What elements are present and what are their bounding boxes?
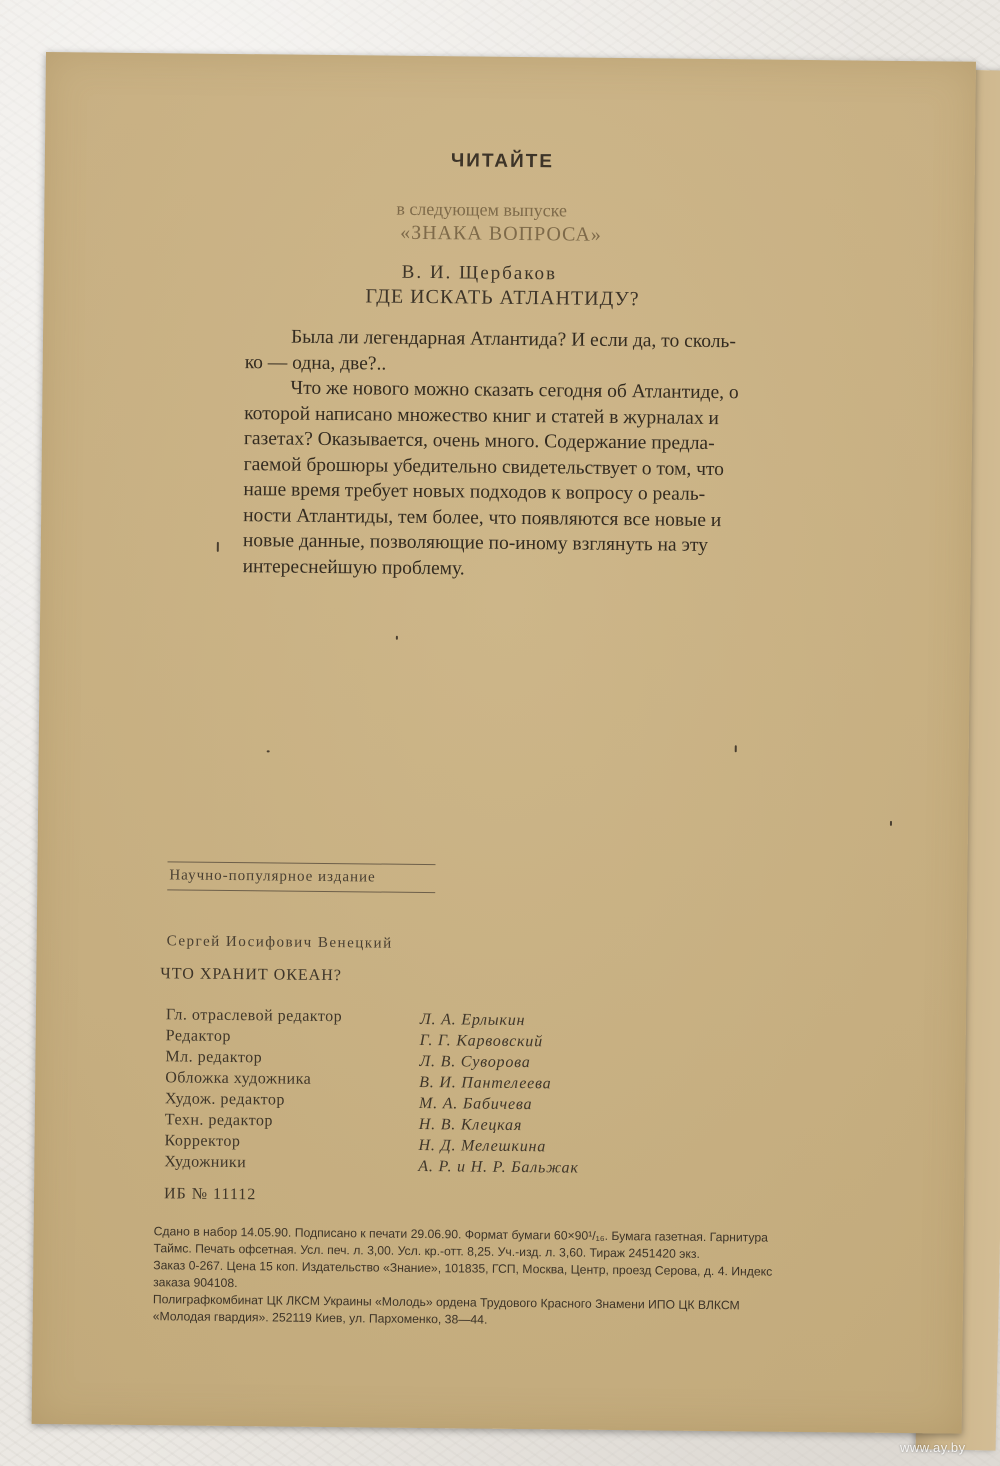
credit-role: Корректор [164, 1132, 241, 1151]
credit-name: Г. Г. Карвовский [419, 1031, 544, 1051]
next-issue-line: в следующем выпуске [396, 198, 568, 221]
credit-name: М. А. Бабичева [418, 1094, 533, 1114]
credit-name: В. И. Пантелеева [419, 1073, 552, 1093]
imprint-title: ЧТО ХРАНИТ ОКЕАН? [160, 965, 343, 985]
annotation-paragraph-2 [242, 375, 888, 586]
credit-role: Мл. редактор [165, 1048, 263, 1067]
imprint-author: Сергей Иосифович Венецкий [166, 933, 393, 952]
text-line: наше время требует новых подходов к вопросу о реаль- [243, 479, 706, 505]
credit-role: Гл. отраслевой редактор [165, 1006, 343, 1026]
print-speck [267, 750, 270, 752]
print-speck [396, 636, 398, 640]
colophon-line: Полиграфкомбинат ЦК ЛКСМ Украины «Молодь» ордена Трудового Красного Знамени ИПО ЦК ВЛКСМ [152, 1292, 740, 1313]
read-heading: ЧИТАЙТЕ [450, 150, 555, 173]
print-speck [217, 542, 219, 552]
colophon-line: «Молодая гвардия». 252119 Киев, ул. Пархоменко, 38—44. [152, 1309, 488, 1327]
next-book-author: В. И. Щербаков [401, 261, 558, 285]
text-line: газетах? Оказывается, очень много. Содержание предла- [243, 428, 715, 455]
colophon-line: Таймс. Печать офсетная. Усл. печ. л. 3,00. Усл. кр.-отт. 8,25. Уч.-изд. л. 3,60. Тираж 2451420 экз. [153, 1241, 700, 1261]
text-line: гаемой брошюры убедительно свидетельствует о том, что [243, 453, 725, 480]
credit-name: Л. А. Ерлыкин [419, 1010, 526, 1030]
credit-name: Л. В. Суворова [419, 1052, 531, 1072]
text-line: ности Атлантиды, тем более, что появляются все новые и [243, 504, 722, 531]
credit-role: Худож. редактор [164, 1090, 286, 1109]
credit-name: А. Р. и Н. Р. Бальжак [418, 1157, 579, 1177]
text-line: интереснейшую проблему. [242, 555, 465, 579]
credit-name: Н. Д. Мелешкина [418, 1136, 547, 1156]
text-line: которой написано множество книг и статей в журналах и [244, 402, 720, 429]
text-line: ко — одна, две?.. [244, 351, 387, 375]
colophon [153, 1223, 934, 1333]
text-line: новые данные, позволяющие по-иному взглянуть на эту [242, 530, 709, 556]
text-line: Была ли легендарная Атлантида? И если да, то сколь- [290, 326, 736, 353]
credit-role: Художники [164, 1153, 247, 1172]
credit-name: Н. В. Клецкая [418, 1115, 523, 1135]
imprint-rule-top [168, 861, 436, 865]
site-watermark: www.ay.by [900, 1440, 966, 1455]
edition-type: Научно-популярное издание [169, 867, 376, 886]
imprint-rule-bottom [167, 889, 435, 893]
ib-number: ИБ № 11112 [163, 1185, 257, 1204]
print-speck [890, 821, 892, 826]
book-page [32, 52, 976, 1434]
credit-role: Редактор [165, 1027, 231, 1045]
next-book-annotation [242, 324, 889, 586]
print-speck [735, 745, 737, 752]
colophon-line: Заказ 0-267. Цена 15 коп. Издательство «Знание», 101835, ГСП, Москва, Центр, проезд Серова, д. 4. Индекс [153, 1258, 773, 1279]
next-book-title: ГДЕ ИСКАТЬ АТЛАНТИДУ? [365, 285, 640, 311]
colophon-line: заказа 904108. [153, 1275, 238, 1291]
credit-role: Техн. редактор [164, 1111, 274, 1130]
series-name: «ЗНАКА ВОПРОСА» [400, 221, 602, 246]
text-line: Что же нового можно сказать сегодня об Атлантиде, о [290, 377, 739, 404]
colophon-line: Сдано в набор 14.05.90. Подписано к печати 29.06.90. Формат бумаги 60×90¹/₁₆. Бумага газетная. Гарнитура [153, 1224, 769, 1245]
annotation-paragraph-1 [245, 324, 889, 382]
credit-role: Обложка художника [165, 1069, 312, 1088]
